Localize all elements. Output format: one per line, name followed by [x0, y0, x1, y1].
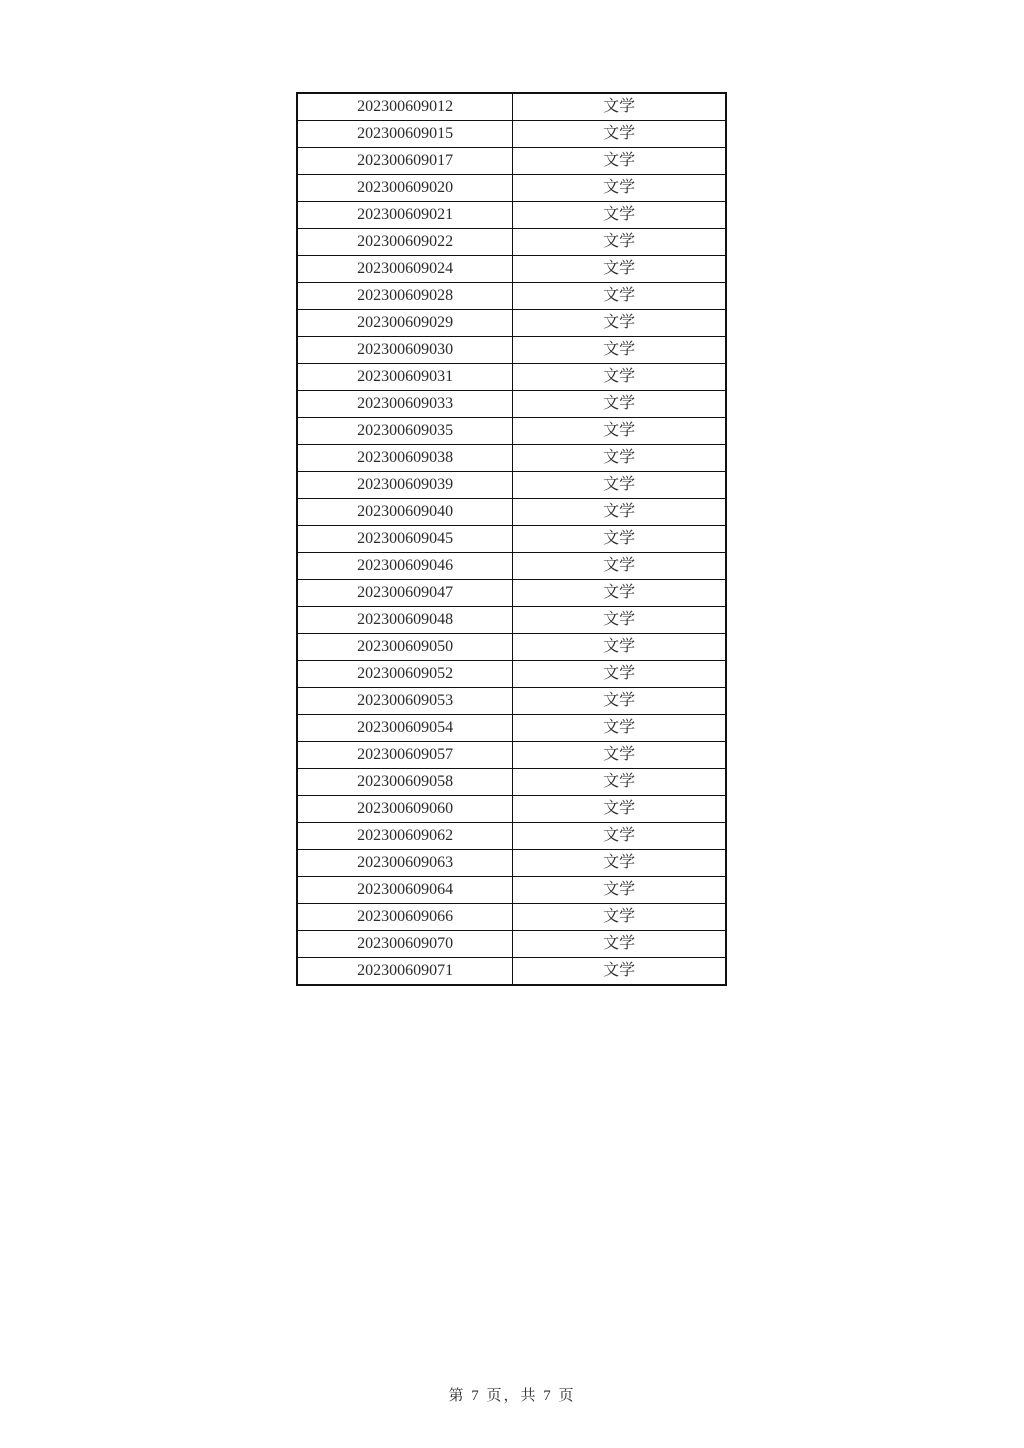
candidate-id-cell: 202300609058	[297, 769, 513, 796]
table-row	[297, 445, 726, 472]
page-number-text: 第 7 页，共 7 页	[448, 1388, 576, 1404]
table-row	[297, 310, 726, 337]
candidate-id-cell: 202300609035	[297, 418, 513, 445]
table-row	[297, 229, 726, 256]
table-row	[297, 607, 726, 634]
category-cell: 文学	[513, 877, 726, 904]
category-cell: 文学	[513, 418, 726, 445]
candidate-id-cell: 202300609028	[297, 283, 513, 310]
candidate-id-cell: 202300609070	[297, 931, 513, 958]
category-cell: 文学	[513, 931, 726, 958]
candidate-id-cell: 202300609020	[297, 175, 513, 202]
table-row	[297, 256, 726, 283]
table-row	[297, 202, 726, 229]
table-row	[297, 634, 726, 661]
category-cell: 文学	[513, 310, 726, 337]
table-row	[297, 472, 726, 499]
category-cell: 文学	[513, 769, 726, 796]
table-row	[297, 364, 726, 391]
records-table	[296, 92, 727, 986]
table-row	[297, 283, 726, 310]
candidate-id-cell: 202300609064	[297, 877, 513, 904]
candidate-id-cell: 202300609066	[297, 904, 513, 931]
candidate-id-cell: 202300609062	[297, 823, 513, 850]
category-cell: 文学	[513, 175, 726, 202]
candidate-id-cell: 202300609029	[297, 310, 513, 337]
table-row	[297, 742, 726, 769]
candidate-id-cell: 202300609033	[297, 391, 513, 418]
table-row	[297, 823, 726, 850]
candidate-id-cell: 202300609060	[297, 796, 513, 823]
table-row	[297, 391, 726, 418]
category-cell: 文学	[513, 526, 726, 553]
table-row	[297, 93, 726, 121]
table-row	[297, 796, 726, 823]
category-cell: 文学	[513, 472, 726, 499]
category-cell: 文学	[513, 364, 726, 391]
category-cell: 文学	[513, 283, 726, 310]
table-row	[297, 688, 726, 715]
category-cell: 文学	[513, 148, 726, 175]
category-cell: 文学	[513, 796, 726, 823]
candidate-id-cell: 202300609054	[297, 715, 513, 742]
candidate-id-cell: 202300609030	[297, 337, 513, 364]
candidate-id-cell: 202300609071	[297, 958, 513, 986]
page-footer	[0, 1384, 1024, 1405]
category-cell: 文学	[513, 904, 726, 931]
table-row	[297, 715, 726, 742]
category-cell: 文学	[513, 499, 726, 526]
candidate-id-cell: 202300609012	[297, 93, 513, 121]
category-cell: 文学	[513, 229, 726, 256]
candidate-id-cell: 202300609040	[297, 499, 513, 526]
candidate-id-cell: 202300609045	[297, 526, 513, 553]
records-table-body	[297, 93, 726, 985]
category-cell: 文学	[513, 850, 726, 877]
candidate-id-cell: 202300609050	[297, 634, 513, 661]
table-row	[297, 580, 726, 607]
category-cell: 文学	[513, 256, 726, 283]
category-cell: 文学	[513, 121, 726, 148]
category-cell: 文学	[513, 337, 726, 364]
category-cell: 文学	[513, 391, 726, 418]
candidate-id-cell: 202300609022	[297, 229, 513, 256]
category-cell: 文学	[513, 715, 726, 742]
table-row	[297, 553, 726, 580]
category-cell: 文学	[513, 634, 726, 661]
candidate-id-cell: 202300609021	[297, 202, 513, 229]
candidate-id-cell: 202300609039	[297, 472, 513, 499]
table-row	[297, 931, 726, 958]
candidate-id-cell: 202300609063	[297, 850, 513, 877]
table-row	[297, 175, 726, 202]
table-row	[297, 148, 726, 175]
category-cell: 文学	[513, 661, 726, 688]
category-cell: 文学	[513, 823, 726, 850]
table-row	[297, 526, 726, 553]
category-cell: 文学	[513, 93, 726, 121]
records-table-container	[296, 92, 727, 986]
candidate-id-cell: 202300609048	[297, 607, 513, 634]
table-row	[297, 337, 726, 364]
table-row	[297, 850, 726, 877]
candidate-id-cell: 202300609015	[297, 121, 513, 148]
category-cell: 文学	[513, 580, 726, 607]
table-row	[297, 499, 726, 526]
candidate-id-cell: 202300609053	[297, 688, 513, 715]
category-cell: 文学	[513, 202, 726, 229]
table-row	[297, 121, 726, 148]
candidate-id-cell: 202300609038	[297, 445, 513, 472]
candidate-id-cell: 202300609017	[297, 148, 513, 175]
table-row	[297, 904, 726, 931]
category-cell: 文学	[513, 958, 726, 986]
candidate-id-cell: 202300609024	[297, 256, 513, 283]
candidate-id-cell: 202300609052	[297, 661, 513, 688]
category-cell: 文学	[513, 607, 726, 634]
candidate-id-cell: 202300609057	[297, 742, 513, 769]
table-row	[297, 418, 726, 445]
table-row	[297, 958, 726, 986]
table-row	[297, 877, 726, 904]
category-cell: 文学	[513, 688, 726, 715]
category-cell: 文学	[513, 445, 726, 472]
candidate-id-cell: 202300609031	[297, 364, 513, 391]
category-cell: 文学	[513, 742, 726, 769]
table-row	[297, 661, 726, 688]
candidate-id-cell: 202300609046	[297, 553, 513, 580]
table-row	[297, 769, 726, 796]
category-cell: 文学	[513, 553, 726, 580]
candidate-id-cell: 202300609047	[297, 580, 513, 607]
